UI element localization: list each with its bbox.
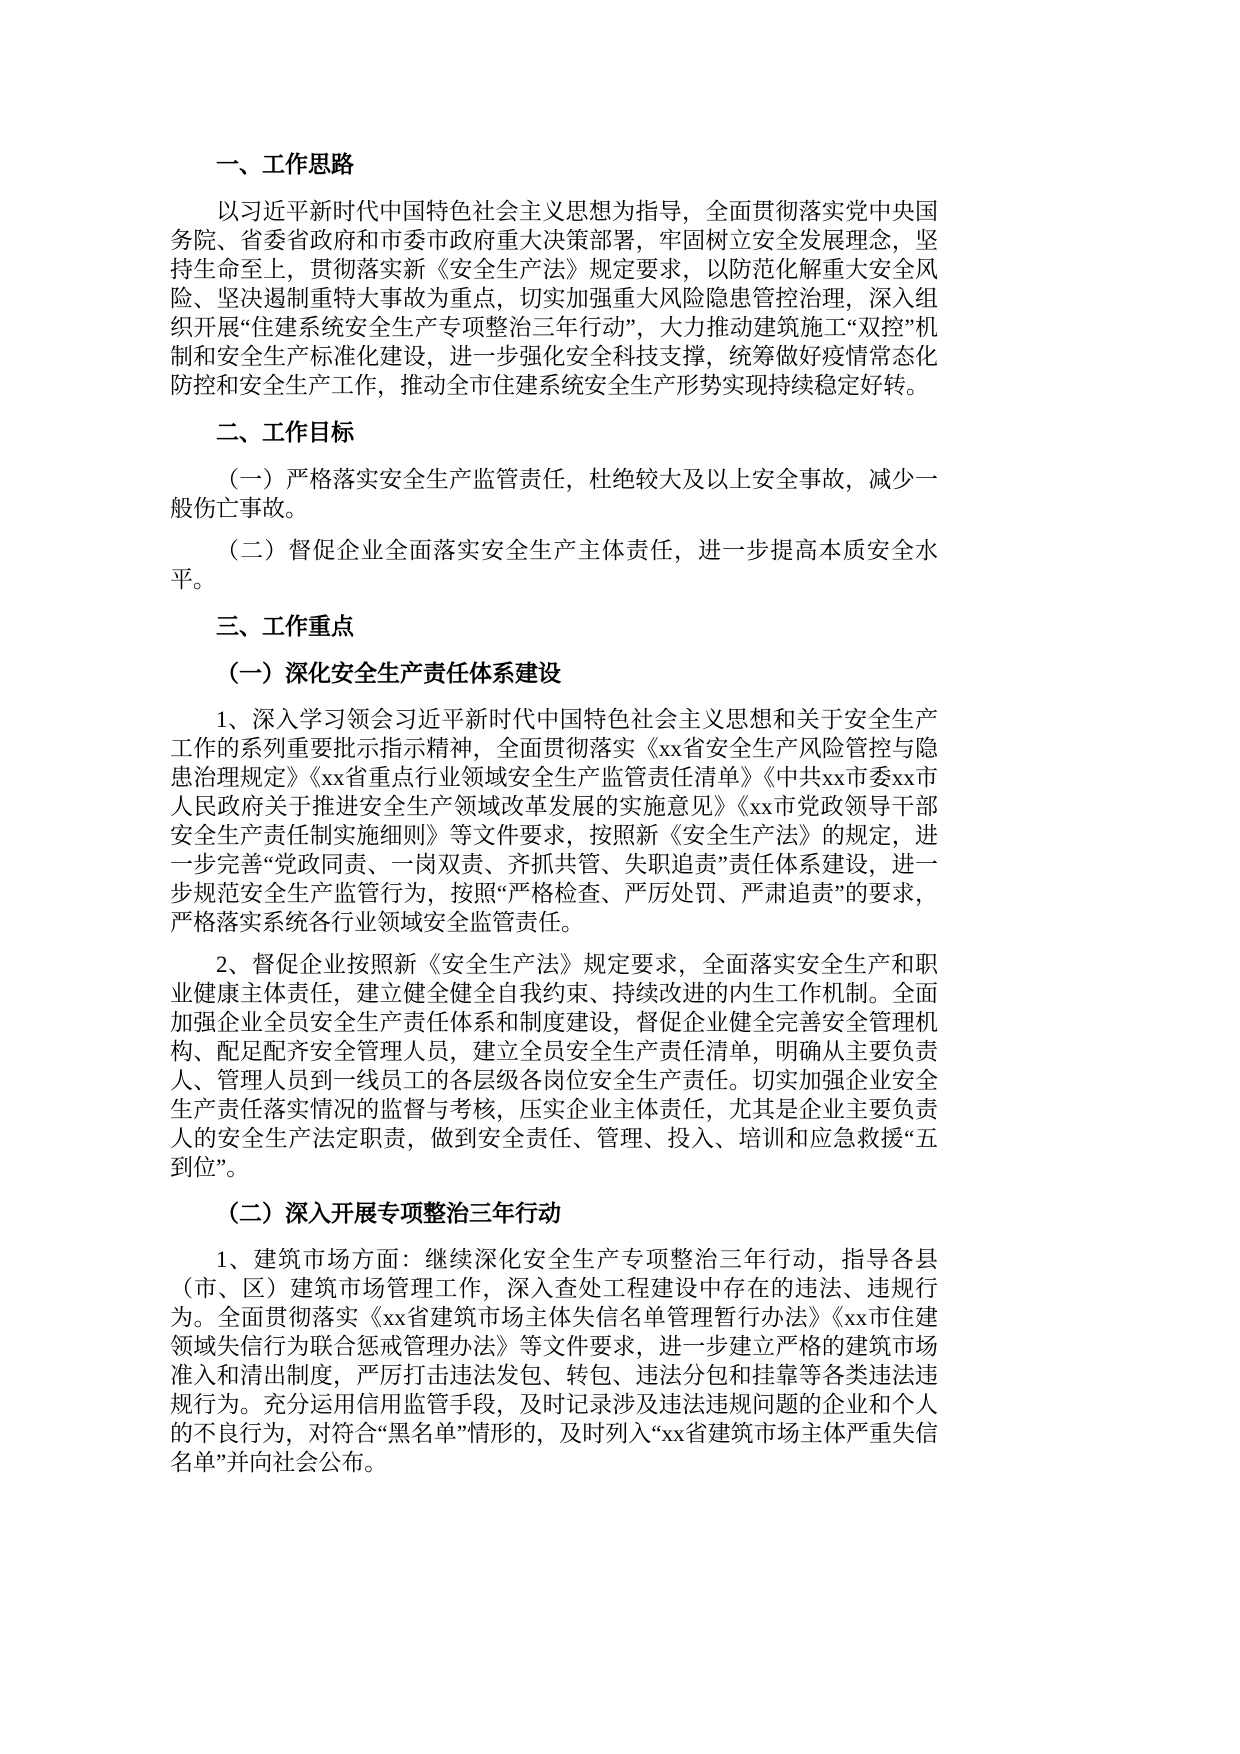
section-heading-work-approach: 一、工作思路 xyxy=(216,151,354,177)
paragraph-work-approach: 以习近平新时代中国特色社会主义思想为指导，全面贯彻落实党中央国务院、省委省政府和市委市政府重大决策部署，牢固树立安全发展理念，坚持生命至上，贯彻落实新《安全生产法》规定要求，以防范化解重大安全风险、坚决遏制重特大事故为重点，切实加强重大风险隐患管控治理，深入组织开展“住建系统安全生产专项整治三年行动”，大力推动建筑施工“双控”机制和安全生产标准化建设，进一步强化安全科技支撑，统筹做好疫情常态化防控和安全生产工作，推动全市住建系统安全生产形势实现持续稳定好转。 xyxy=(170,199,938,398)
section-heading-work-goals: 二、工作目标 xyxy=(216,419,354,445)
paragraph-construction-market: 1、建筑市场方面：继续深化安全生产专项整治三年行动，指导各县（市、区）建筑市场管理工作，深入查处工程建设中存在的违法、违规行为。全面贯彻落实《xx省建筑市场主体失信名单管理暂行办法》《xx市住建领域失信行为联合惩戒管理办法》等文件要求，进一步建立严格的建筑市场准入和清出制度，严厉打击违法发包、转包、违法分包和挂靠等各类违法违规行为。充分运用信用监管手段，及时记录涉及违法违规问题的企业和个人的不良行为，对符合“黑名单”情形的，及时列入“xx省建筑市场主体严重失信名单”并向社会公布。 xyxy=(170,1247,938,1475)
subheading-three-year-action: （二）深入开展专项整治三年行动 xyxy=(216,1200,561,1226)
paragraph-goal-1: （一）严格落实安全生产监管责任，杜绝较大及以上安全事故，减少一般伤亡事故。 xyxy=(170,467,938,521)
subheading-responsibility-system: （一）深化安全生产责任体系建设 xyxy=(216,660,561,686)
paragraph-responsibility-1: 1、深入学习领会习近平新时代中国特色社会主义思想和关于安全生产工作的系列重要批示指示精神，全面贯彻落实《xx省安全生产风险管控与隐患治理规定》《xx省重点行业领域安全生产监管责任清单》《中共xx市委xx市人民政府关于推进安全生产领域改革发展的实施意见》《xx市党政领导干部安全生产责任制实施细则》等文件要求，按照新《安全生产法》的规定，进一步完善“党政同责、一岗双责、齐抓共管、失职追责”责任体系建设，进一步规范安全生产监管行为，按照“严格检查、严厉处罚、严肃追责”的要求，严格落实系统各行业领域安全监管责任。 xyxy=(170,707,938,935)
paragraph-goal-2: （二）督促企业全面落实安全生产主体责任，进一步提高本质安全水平。 xyxy=(170,538,938,592)
paragraph-responsibility-2: 2、督促企业按照新《安全生产法》规定要求，全面落实安全生产和职业健康主体责任，建立健全健全自我约束、持续改进的内生工作机制。全面加强企业全员安全生产责任体系和制度建设，督促企业健全完善安全管理机构、配足配齐安全管理人员，建立全员安全生产责任清单，明确从主要负责人、管理人员到一线员工的各层级各岗位安全生产责任。切实加强企业安全生产责任落实情况的监督与考核，压实企业主体责任，尤其是企业主要负责人的安全生产法定职责，做到安全责任、管理、投入、培训和应急救援“五到位”。 xyxy=(170,952,938,1180)
section-heading-work-priorities: 三、工作重点 xyxy=(216,613,354,639)
